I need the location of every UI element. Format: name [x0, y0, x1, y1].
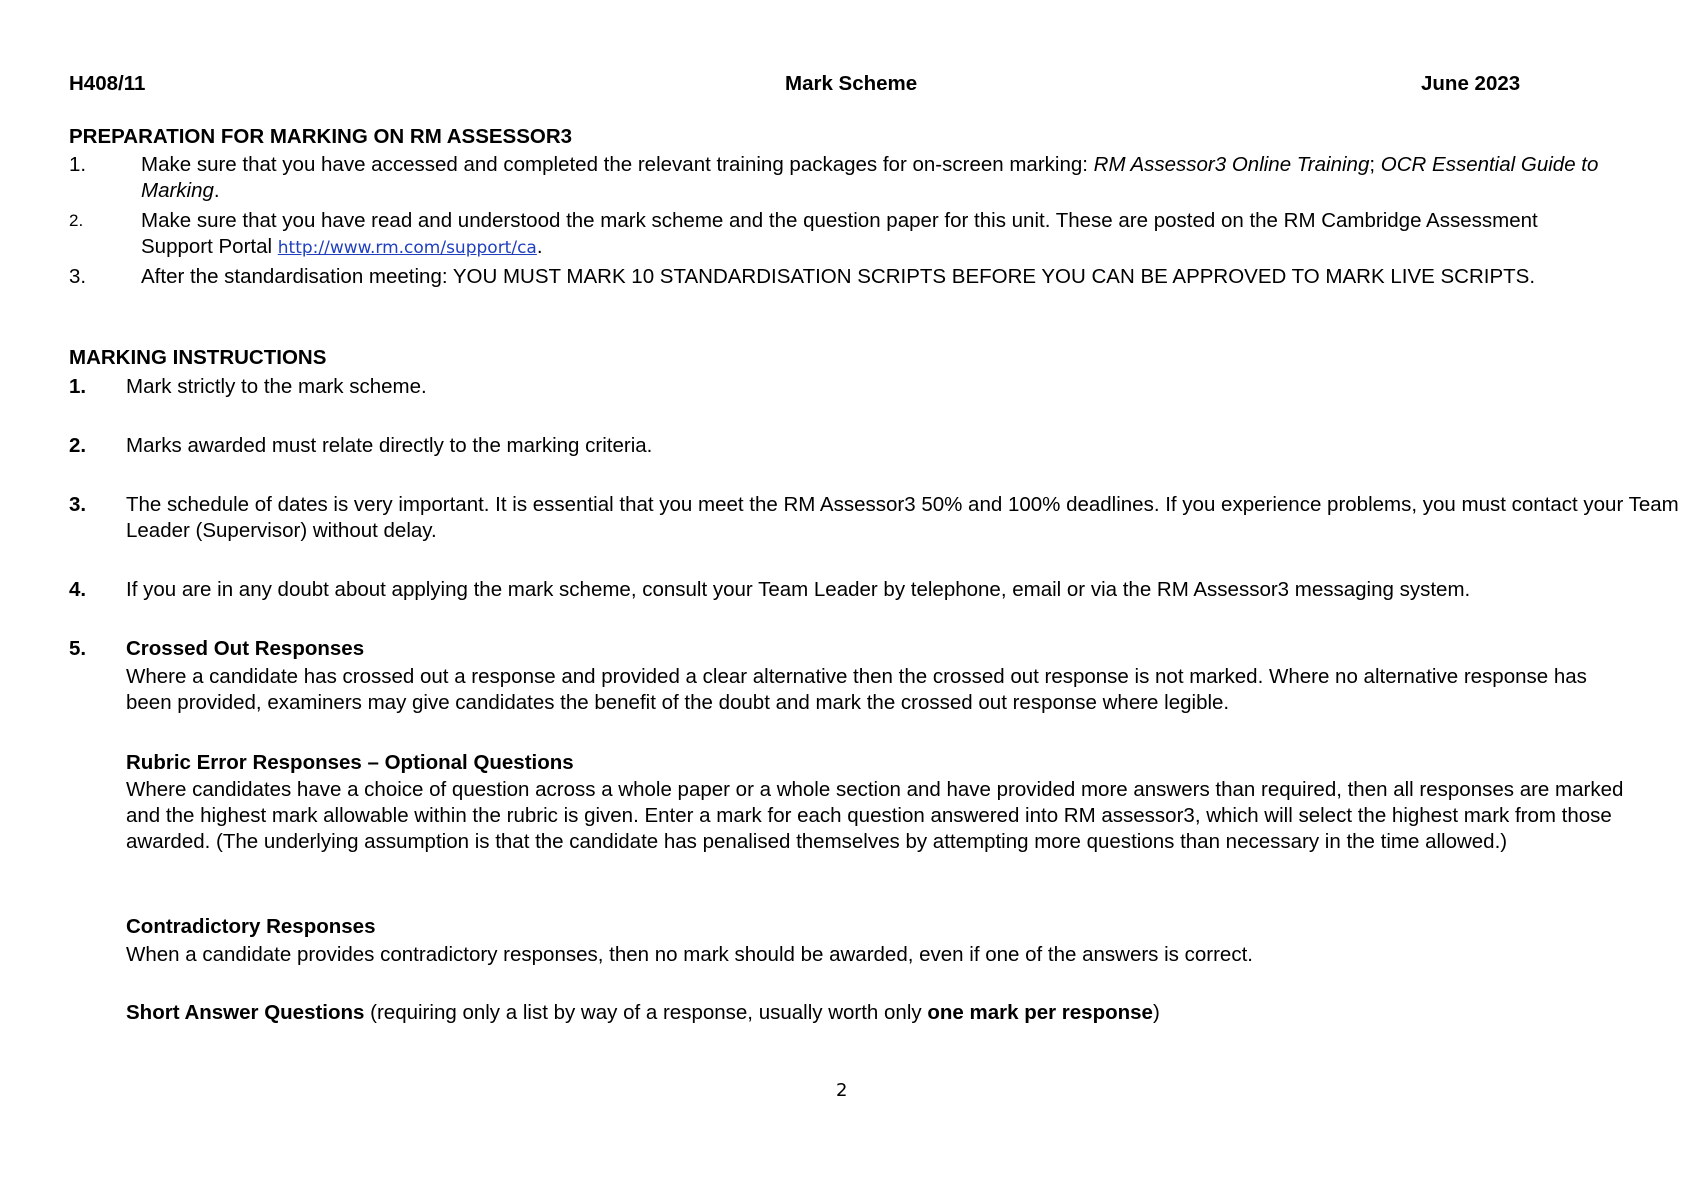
document-title: Mark Scheme	[785, 72, 918, 95]
exam-date: June 2023	[1421, 72, 1521, 95]
contradictory-heading: Contradictory Responses	[126, 915, 376, 938]
marking-item-number: 3.	[69, 493, 87, 516]
page-number: 2	[836, 1080, 848, 1101]
marking-item-text: Marks awarded must relate directly to the marking criteria.	[126, 434, 653, 457]
crossed-out-text: Where a candidate has crossed out a response and provided a clear alternative then the crossed out response is not marked. Where no alternative response has been provided, examiners may give candidates the benefit of the doubt and mark the crossed out response where legible.	[126, 665, 1587, 714]
page-header	[69, 71, 1529, 99]
prep-item-number: 1.	[69, 153, 87, 176]
marking-item-text: Mark strictly to the mark scheme.	[126, 375, 427, 398]
crossed-out-heading: Crossed Out Responses	[126, 637, 365, 660]
short-answer-heading: Short Answer Questions	[126, 1001, 365, 1024]
marking-item-number: 5.	[69, 637, 87, 660]
prep-item-text: Make sure that you have accessed and completed the relevant training packages for on-screen marking: RM Assessor3 Online Training; OCR Essential Guide to Marking.	[141, 153, 1599, 202]
paper-code: H408/11	[69, 72, 146, 95]
prep-item-number: 3.	[69, 265, 87, 288]
marking-item-number: 2.	[69, 434, 87, 457]
short-answer-line: Short Answer Questions (requiring only a list by way of a response, usually worth only one mark per response)	[126, 1001, 1160, 1024]
training-name: RM Assessor3 Online Training	[1093, 153, 1370, 176]
contradictory-text: When a candidate provides contradictory responses, then no mark should be awarded, even if one of the answers is correct.	[126, 943, 1253, 966]
marking-instructions-title: MARKING INSTRUCTIONS	[69, 346, 327, 369]
marking-item-number: 4.	[69, 578, 87, 601]
marking-item-text: The schedule of dates is very important. It is essential that you meet the RM Assessor3 50% and 100% deadlines. If you experience problems, you must contact your Team Leader (Supervisor) without delay.	[126, 493, 1679, 542]
support-portal-link[interactable]: http://www.rm.com/support/ca	[277, 238, 537, 258]
prep-item-text: Make sure that you have read and understood the mark scheme and the question paper for this unit. These are posted on the RM Cambridge Assessment Support Portal http://www.rm.com/support/ca.	[141, 209, 1538, 258]
marking-item-text: If you are in any doubt about applying the mark scheme, consult your Team Leader by telephone, email or via the RM Assessor3 messaging system.	[126, 578, 1471, 601]
preparation-title: PREPARATION FOR MARKING ON RM ASSESSOR3	[69, 125, 573, 148]
short-answer-emphasis: one mark per response	[927, 1001, 1153, 1024]
rubric-error-heading: Rubric Error Responses – Optional Questions	[126, 751, 574, 774]
rubric-error-text: Where candidates have a choice of question across a whole paper or a whole section and have provided more answers than required, then all responses are marked and the highest mark allowable within the rubric is given. Enter a mark for each question answered into RM assessor3, which will select the highest mark from those awarded. (The underlying assumption is that the candidate has penalised themselves by attempting more questions than necessary in the time allowed.)	[126, 778, 1624, 853]
prep-item-text: After the standardisation meeting: YOU MUST MARK 10 STANDARDISATION SCRIPTS BEFORE YOU CAN BE APPROVED TO MARK LIVE SCRIPTS.	[141, 265, 1536, 288]
prep-item-number: 2.	[69, 211, 84, 230]
guide-name: OCR Essential Guide to Marking	[141, 153, 1599, 202]
marking-item-number: 1.	[69, 375, 87, 398]
